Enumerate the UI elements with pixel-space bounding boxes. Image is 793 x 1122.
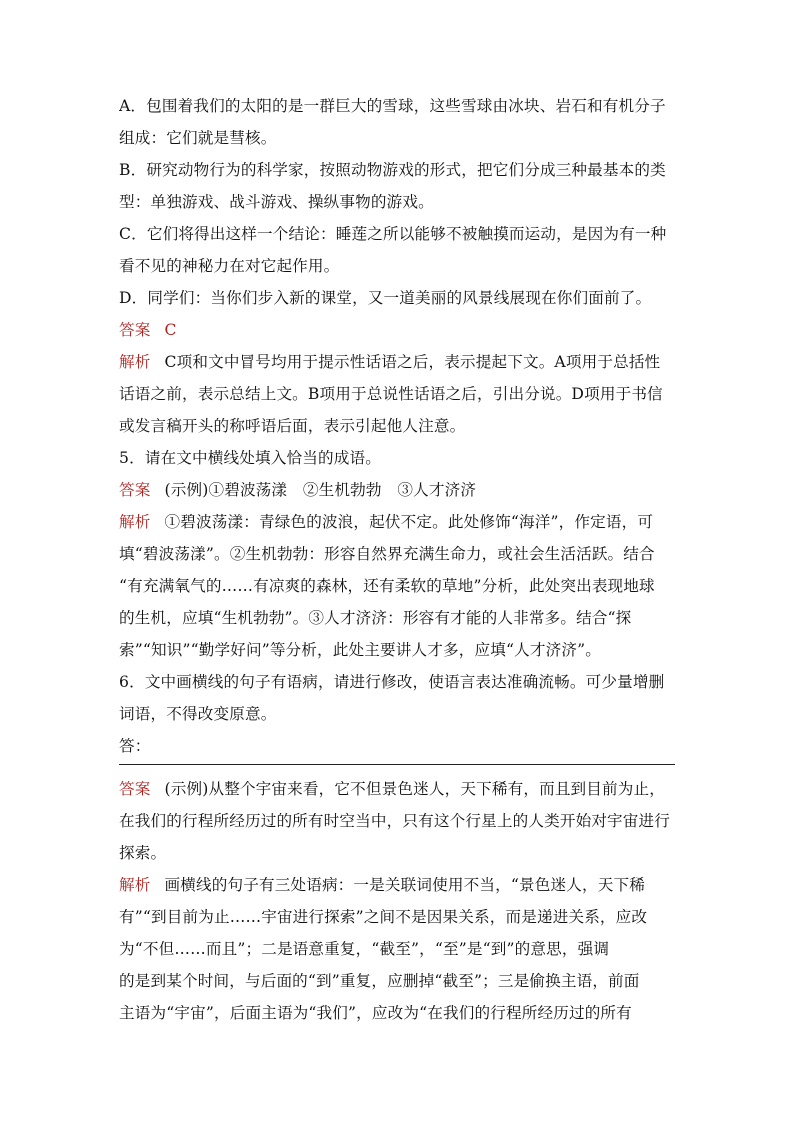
answer-label: 答案 — [119, 321, 151, 339]
q4-analysis-line-3: 或发言稿开头的称呼语后面，表示引起他人注意。 — [119, 417, 466, 435]
q5-analysis-line-1 — [119, 506, 675, 538]
option-a-line-2: 组成：它们就是彗核。 — [119, 129, 277, 147]
q5-analysis-line-4: 的生机，应填“生机勃勃”。③人才济济：形容有才能的人非常多。结合“探 — [119, 609, 632, 627]
q5-analysis-line-3: “有充满氧气的……有凉爽的森林，还有柔软的草地”分析，此处突出表现地球 — [119, 577, 655, 595]
analysis-label: 解析 — [119, 513, 151, 531]
q6-question-line-2: 词语，不得改变原意。 — [119, 705, 277, 723]
analysis-text: 画横线的句子有三处语病：一是关联词使用不当，“景色迷人，天下稀 — [164, 876, 645, 894]
q6-analysis-line-3: 为“不但……而且”；二是语意重复，“截至”，“至”是“到”的意思，强调 — [119, 940, 610, 958]
analysis-label: 解析 — [119, 353, 151, 371]
q5-answer-line — [119, 474, 675, 506]
q5-question: 5．请在文中横线处填入恰当的成语。 — [119, 449, 381, 467]
analysis-label: 解析 — [119, 876, 151, 894]
answer-label: 答案 — [119, 780, 151, 798]
q5-analysis-line-5: 索”“知识”“勤学好问”等分析，此处主要讲人才多，应填“人才济济”。 — [119, 641, 601, 659]
answer-text: (示例)从整个宇宙来看，它不但景色迷人，天下稀有，而且到目前为止， — [164, 780, 666, 798]
option-b-line-1: B．研究动物行为的科学家，按照动物游戏的形式，把它们分成三种最基本的类 — [119, 161, 666, 179]
q6-analysis-line-1 — [119, 869, 675, 901]
analysis-text: C项和文中冒号均用于提示性话语之后，表示提起下文。A项用于总括性 — [164, 353, 661, 371]
option-c-line-2: 看不见的神秘力在对它起作用。 — [119, 257, 340, 275]
option-a-line-1: A．包围着我们的太阳的是一群巨大的雪球，这些雪球由冰块、岩石和有机分子 — [119, 97, 666, 115]
option-b-line-2: 型：单独游戏、战斗游戏、操纵事物的游戏。 — [119, 193, 434, 211]
q6-analysis-line-4: 的是到某个时间，与后面的“到”重复，应删掉“截至”；三是偷换主语，前面 — [119, 972, 640, 990]
answer-text: C — [164, 321, 177, 339]
q5-analysis-line-2: 填“碧波荡漾”。②生机勃勃：形容自然界充满生命力，或社会生活活跃。结合 — [119, 545, 655, 563]
q6-analysis-line-5: 主语为“宇宙”，后面主语为“我们”，应改为“在我们的行程所经历过的所有 — [119, 1004, 632, 1022]
q6-answer-prompt: 答： — [119, 737, 151, 755]
q6-analysis-line-2: 有”“到目前为止……宇宙进行探索”之间不是因果关系，而是递进关系，应改 — [119, 908, 648, 926]
answer-text: (示例)①碧波荡漾 ②生机勃勃 ③人才济济 — [164, 481, 477, 499]
q6-answer-line-3: 探索。 — [119, 844, 167, 862]
q4-analysis-line-1 — [119, 346, 675, 378]
option-c-line-1: C．它们将得出这样一个结论：睡莲之所以能够不被触摸而运动，是因为有一种 — [119, 225, 667, 243]
q6-answer-line-1 — [119, 773, 675, 805]
q4-answer-line — [119, 314, 675, 346]
answer-blank-line — [119, 764, 675, 765]
q4-analysis-line-2: 话语之前，表示总结上文。B项用于总说性话语之后，引出分说。D项用于书信 — [119, 385, 663, 403]
analysis-text: ①碧波荡漾：青绿色的波浪，起伏不定。此处修饰“海洋”，作定语，可 — [164, 513, 654, 531]
answer-label: 答案 — [119, 481, 151, 499]
q6-answer-line-2: 在我们的行程所经历过的所有时空当中，只有这个行星上的人类开始对宇宙进行 — [119, 812, 671, 830]
option-d-line-1: D．同学们：当你们步入新的课堂，又一道美丽的风景线展现在你们面前了。 — [119, 289, 652, 307]
q6-question-line-1: 6．文中画横线的句子有语病，请进行修改，使语言表达准确流畅。可少量增删 — [119, 673, 665, 691]
